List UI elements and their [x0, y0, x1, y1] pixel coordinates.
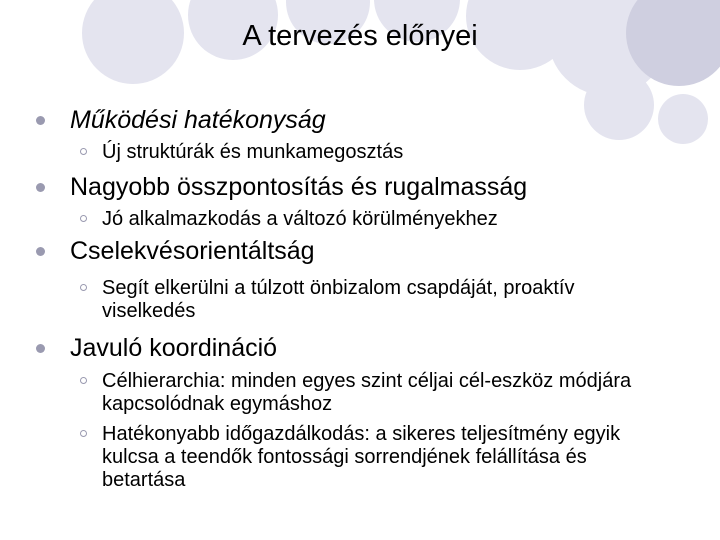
sub-bullet-item [80, 208, 660, 231]
sub-bullet-text: Jó alkalmazkodás a változó körülményekhez [102, 208, 498, 230]
ring-bullet-icon [80, 215, 87, 222]
bullet-dot-icon [36, 344, 45, 353]
sub-bullet-text: Célhierarchia: minden egyes szint céljai cél-eszköz módjára kapcsolódnak egymáshoz [102, 370, 632, 415]
ring-bullet-icon [80, 377, 87, 384]
ring-bullet-icon [80, 148, 87, 155]
bullet-text: Javuló koordináció [70, 334, 278, 362]
sub-bullet-item [80, 423, 650, 492]
bullet-dot-icon [36, 116, 45, 125]
sub-bullet-text: Új struktúrák és munkamegosztás [102, 141, 404, 163]
decorative-circle [658, 94, 708, 144]
decorative-circle [584, 70, 654, 140]
sub-bullet-text: Segít elkerülni a túlzott önbizalom csapdáját, proaktív viselkedés [102, 277, 575, 322]
ring-bullet-icon [80, 430, 87, 437]
bullet-text: Működési hatékonyság [70, 106, 326, 134]
sub-bullet-item [80, 277, 650, 323]
bullet-dot-icon [36, 247, 45, 256]
slide-title: A tervezés előnyei [242, 20, 478, 52]
sub-bullet-item [80, 370, 650, 416]
bullet-text: Nagyobb összpontosítás és rugalmasság [70, 173, 528, 201]
sub-bullet-item [80, 141, 660, 164]
ring-bullet-icon [80, 284, 87, 291]
bullet-dot-icon [36, 183, 45, 192]
bullet-text: Cselekvésorientáltság [70, 237, 315, 265]
sub-bullet-text: Hatékonyabb időgazdálkodás: a sikeres teljesítmény egyik kulcsa a teendők fontossági sorrendjének felállítása és betartása [102, 423, 621, 491]
